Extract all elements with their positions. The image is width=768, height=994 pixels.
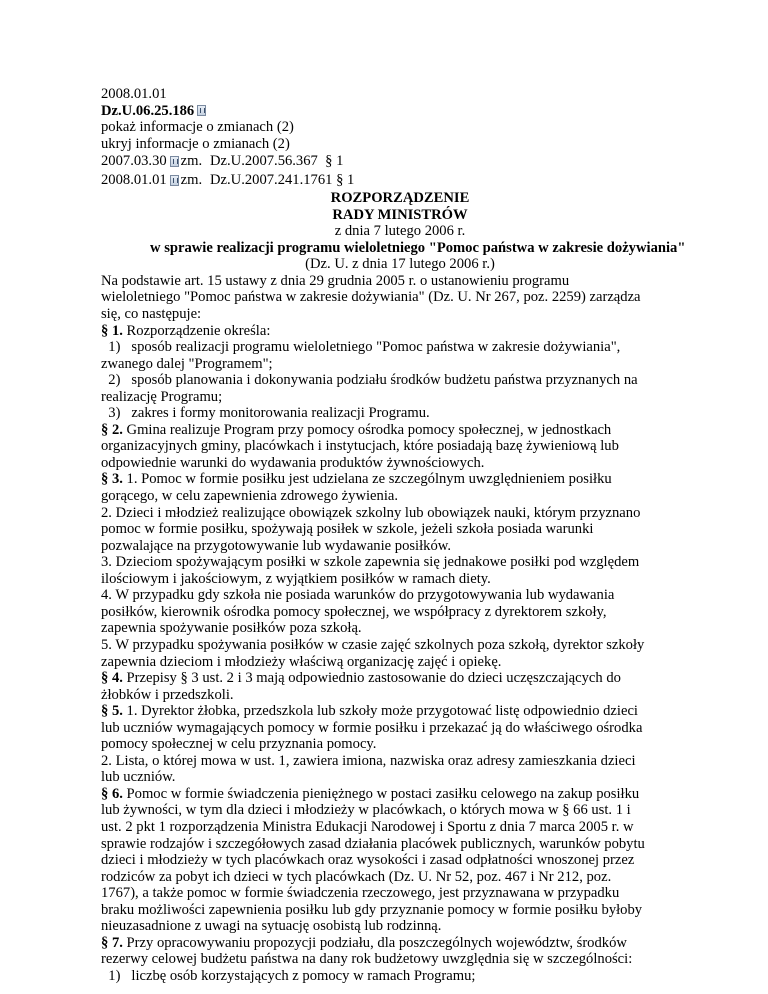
body-line [101,637,701,654]
body-text: Przepisy § 3 ust. 2 i 3 mają odpowiednio zastosowanie do dzieci uczęszczających do [122,670,621,687]
body-text: braku możliwości zapewnienia posiłku lub gdy przyznanie pomocy w formie posiłku byłoby [101,901,643,918]
body-line [101,488,701,505]
body-text: ust. 2 pkt 1 rozporządzenia Ministra Edukacji Narodowej i Sportu z dnia 7 marca 2005 r. w [101,818,634,835]
body-line [101,620,701,637]
body-text: lub uczniów. [101,769,176,786]
body-line [101,438,701,455]
title-journal: (Dz. U. z dnia 17 lutego 2006 r.) [305,256,495,273]
body-line [101,587,701,604]
body-line [101,836,701,853]
body-text: pozwalające na przygotowywanie lub wydawanie posiłków. [101,537,452,554]
body-text: rodziców za pobyt ich dzieci w tych placówkach (Dz. U. Nr 52, poz. 467 i Nr 212, poz. [101,868,612,885]
body-line [101,521,701,538]
body-line [101,951,701,968]
body-text: 1. Dyrektor żłobka, przedszkola lub szkoły może przygotować listę odpowiednio dzieci [122,703,638,720]
body-text: zwanego dalej "Programem"; [101,355,273,372]
body-text: 2. Lista, o której mowa w ust. 1, zawiera imiona, nazwiska oraz adresy zamieszkania dzieci [101,752,636,769]
change-row [101,171,701,190]
body-line [101,703,701,720]
hide-changes-link[interactable]: ukryj informacje o zmianach (2) [101,135,290,152]
show-changes-link[interactable]: pokaż informacje o zmianach (2) [101,119,294,136]
body-line [101,422,701,439]
section-marker: § 1. [101,322,123,339]
body-line [101,273,701,290]
body-line [101,289,701,306]
title-subject: w sprawie realizacji programu wieloletniego "Pomoc państwa w zakresie dożywiania" [150,239,686,256]
section-marker: § 7. [101,934,123,951]
body-line [101,786,701,803]
section-marker: § 4. [101,670,123,687]
body-text: 1) sposób realizacji programu wieloletniego "Pomoc państwa w zakresie dożywiania", [101,339,621,356]
body-line [101,852,701,869]
section-marker: § 5. [101,703,123,720]
document-date: 2008.01.01 [101,86,167,102]
change-date: 2007.03.30 [101,153,167,170]
body-line [101,554,701,571]
body-line [101,571,701,588]
body-line [101,802,701,819]
body-line [101,405,701,422]
body-line [101,538,701,555]
body-text: lub żywności, w tym dla dzieci i młodzieży w placówkach, o których mowa w § 66 ust. 1 i [101,802,631,819]
body-line [101,869,701,886]
body-text: Pomoc w formie świadczenia pieniężnego w postaci zasiłku celowego na zakup posiłku [122,785,640,802]
title-date: z dnia 7 lutego 2006 r. [334,223,466,240]
body-line [101,455,701,472]
body-text: pomoc w formie posiłku, spożywają posiłek w szkole, jeżeli szkoła posiada warunki [101,521,594,538]
body-line [101,968,701,985]
body-text: Rozporządzenie określa: [122,322,271,339]
body-line [101,471,701,488]
body-text: 4. W przypadku gdy szkoła nie posiada warunków do przygotowywania lub wydawania [101,587,615,604]
body-text: gorącego, w celu zapewnienia zdrowego żywienia. [101,488,399,505]
body-text: 2. Dzieci i młodzież realizujące obowiązek szkolny lub obowiązek nauki, którym przyznano [101,504,641,521]
change-type: zm. [180,153,203,170]
body-line [101,323,701,340]
section-marker: § 6. [101,785,123,802]
body-text: rezerwy celowej budżetu państwa na dany rok budżetowy uwzględnia się w szczególności: [101,951,633,968]
document [101,86,701,984]
body-text: pomocy społecznej w celu przyznania pomocy. [101,736,377,753]
body-text: wieloletniego "Pomoc państwa w zakresie dożywiania" (Dz. U. Nr 267, poz. 2259) zarządza [101,289,641,306]
body-text: Gmina realizuje Program przy pomocy ośrodka pomocy społecznej, w jednostkach [122,421,612,438]
body-text: posiłków, kierownik ośrodka pomocy społecznej, we współpracy z dyrektorem szkoły, [101,603,607,620]
body-line [101,339,701,356]
act-id-row [101,103,701,120]
body-text: organizacyjnych gminy, placówkach i instytucjach, które posiadają bazę żywieniową lub [101,438,619,455]
change-info-icon[interactable] [170,175,179,186]
body-line [101,819,701,836]
body-line [101,670,701,687]
body-line [101,687,701,704]
section-marker: § 3. [101,471,123,488]
body-text: 2) sposób planowania i dokonywania podziału środków budżetu państwa przyznanych na [101,372,638,389]
body-text: 3) zakres i formy monitorowania realizacji Programu. [101,405,430,422]
body-line [101,356,701,373]
act-id: Dz.U.06.25.186 [101,102,195,119]
body-text: Na podstawie art. 15 ustawy z dnia 29 grudnia 2005 r. o ustanowieniu programu [101,272,570,289]
body-line [101,306,701,323]
body-text: realizację Programu; [101,388,223,405]
body-text: sprawie rodzajów i szczegółowych zasad działania placówek publicznych, warunków pobytu [101,835,645,852]
body-line [101,505,701,522]
body-text: zapewnia spożywanie posiłków poza szkołą. [101,620,362,637]
change-ref[interactable]: Dz.U.2007.56.367 § 1 [210,153,344,170]
section-marker: § 2. [101,421,123,438]
body-text: się, co następuje: [101,306,202,323]
body-text: ilościowym i jakościowym, z wyjątkiem posiłków w ramach diety. [101,570,491,587]
document-info-icon[interactable] [197,105,206,116]
body-line [101,389,701,406]
change-row [101,152,701,171]
body-line [101,604,701,621]
change-date: 2008.01.01 [101,172,167,189]
body-text: 1767), a także pomoc w formie świadczenia rzeczowego, jest przyznawana w przypadku [101,885,620,902]
body-line [101,902,701,919]
change-info-icon[interactable] [170,156,179,167]
body-text: 3. Dzieciom spożywającym posiłki w szkole zapewnia się jednakowe posiłki pod względem [101,554,640,571]
body-text: 1. Pomoc w formie posiłku jest udzielana ze szczególnym uwzględnieniem posiłku [122,471,612,488]
body-text: zapewnia dzieciom i młodzieży właściwą organizację zajęć i opiekę. [101,653,502,670]
body-line [101,885,701,902]
body-text: 5. W przypadku spożywania posiłków w czasie zajęć szkolnych poza szkołą, dyrektor szkoły [101,636,645,653]
title-line-2: RADY MINISTRÓW [332,206,468,223]
body-text: dzieci i młodzieży w tych placówkach oraz wysokości i zasad odpłatności wnoszonej przez [101,852,635,869]
body-text: odpowiednie warunki do wydawania produktów żywnościowych. [101,454,485,471]
body-line [101,736,701,753]
body-line [101,935,701,952]
body-text: nieuzasadnione z uwagi na sytuację osobistą lub rodzinną. [101,918,442,935]
body-line [101,720,701,737]
body-text: 1) liczbę osób korzystających z pomocy w ramach Programu; [101,967,476,984]
body-line [101,654,701,671]
body-text: lub uczniów wymagających pomocy w formie posiłku i przekazać ją do właściwego ośrodka [101,719,643,736]
change-type: zm. [180,172,203,189]
body-line [101,372,701,389]
body-line [101,753,701,770]
title-line-1: ROZPORZĄDZENIE [330,190,470,207]
body-text: żłobków i przedszkoli. [101,686,234,703]
body-text: Przy opracowywaniu propozycji podziału, dla poszczególnych województw, środków [122,934,627,951]
change-ref[interactable]: Dz.U.2007.241.1761 § 1 [210,172,355,189]
body-line [101,769,701,786]
body-line [101,918,701,935]
regulation-body [101,273,701,985]
